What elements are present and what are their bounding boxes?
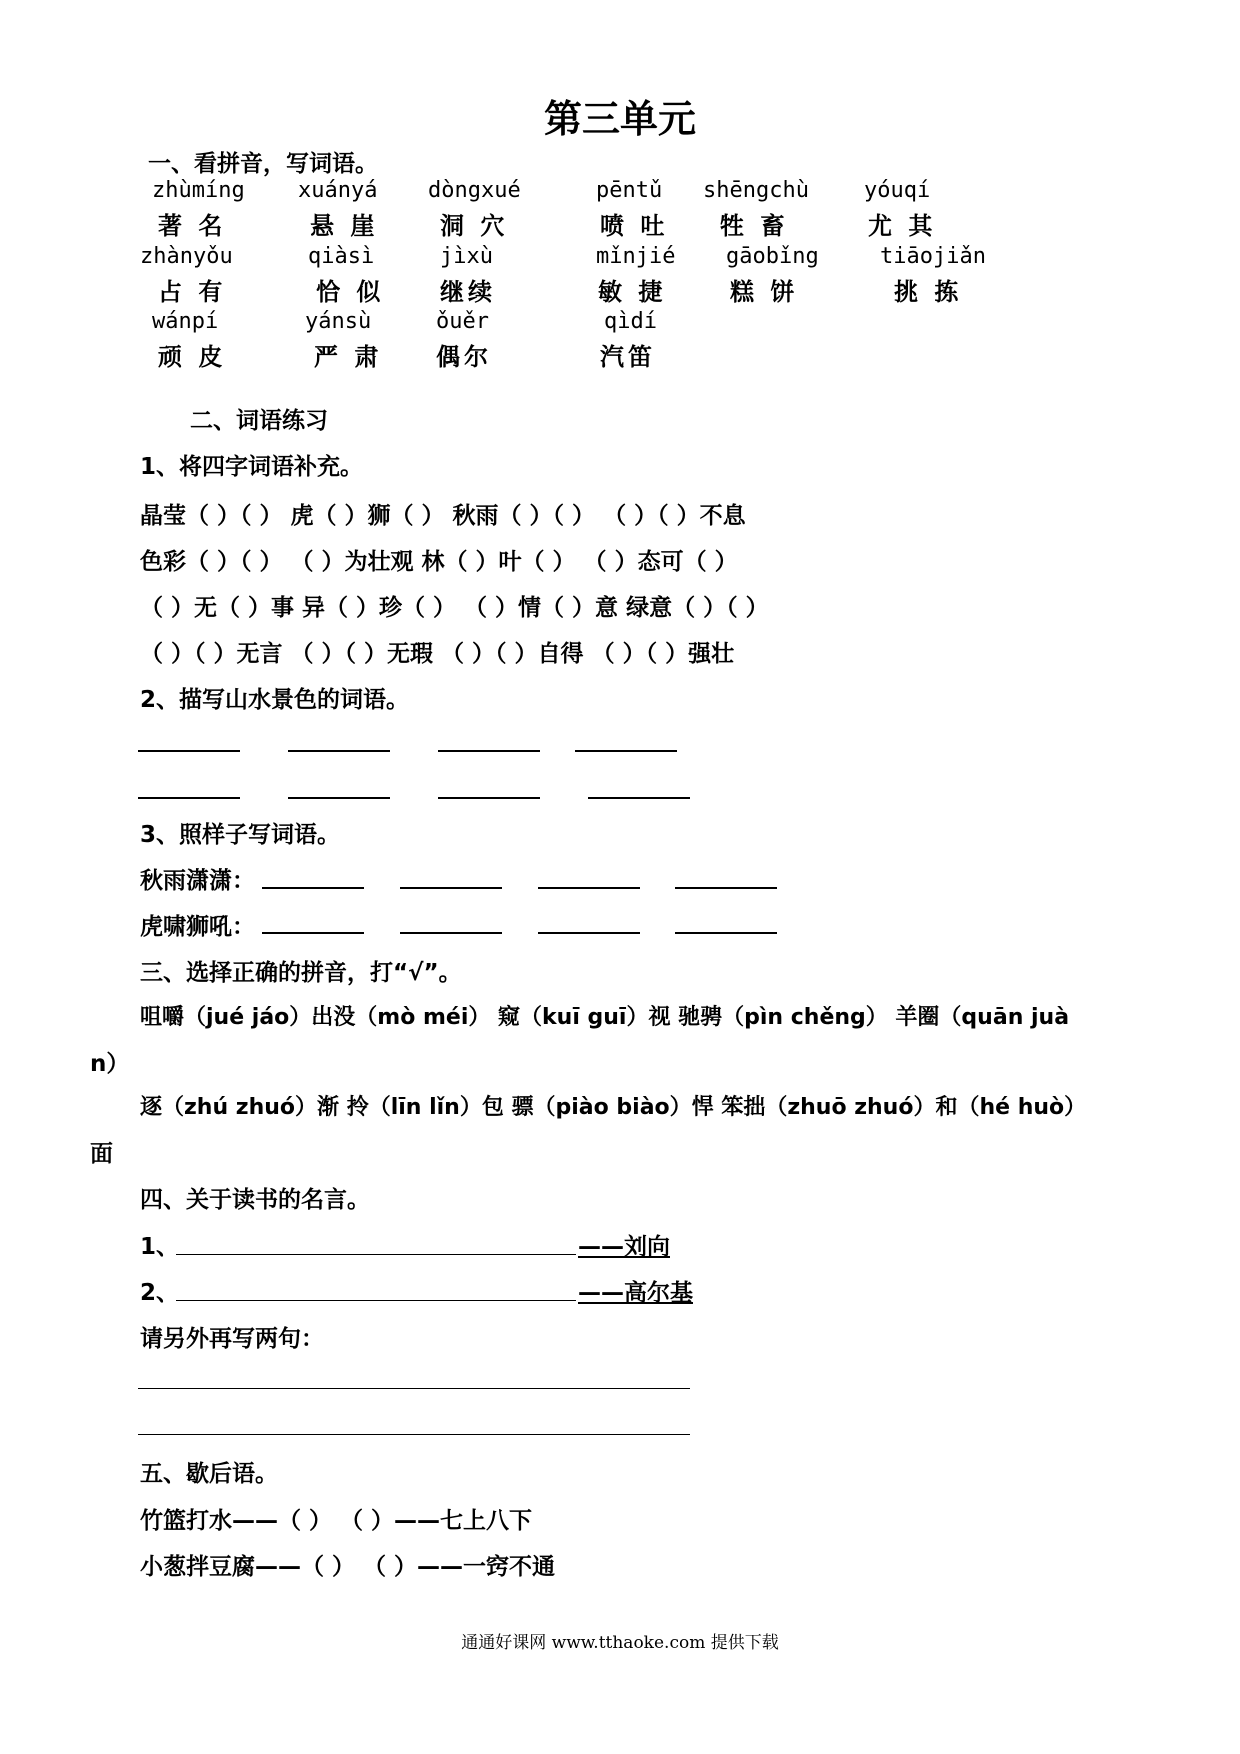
word-answer: 挑 拣 [894,278,963,306]
answer-blank[interactable] [538,932,640,934]
answer-blank[interactable] [288,797,390,799]
idiom-line-1: 晶莹（ ）（ ） 虎（ ）狮（ ） 秋雨（ ）（ ） （ ）（ ）不息 [140,503,746,529]
pinyin-label: yóuqí [864,178,931,203]
answer-blank[interactable] [675,887,777,889]
answer-blank[interactable] [438,750,540,752]
word-answer: 顽 皮 [158,343,227,371]
pinyin-choice-line-1: 咀嚼（jué jáo）出没（mò méi） 窥（kuī guī）视 驰骋（pìn chěng） 羊圈（quān juà [140,1005,1070,1030]
quote-author-2: ——高尔基 [578,1280,693,1306]
pinyin-label: zhànyǒu [140,244,233,269]
pinyin-label: dòngxué [428,178,521,203]
footer-credit: 通通好课网 www.tthaoke.com 提供下载 [461,1633,779,1653]
quote-num-2: 2、 [140,1280,180,1306]
idiom-line-4: （ ）（ ）无言 （ ）（ ）无瑕 （ ）（ ）自得 （ ）（ ）强壮 [140,641,735,667]
word-answer: 偶尔 [436,343,492,371]
answer-blank[interactable] [438,797,540,799]
example-1: 秋雨潇潇： [140,868,255,894]
pinyin-label: yánsù [305,309,372,334]
word-answer: 著 名 [158,212,227,240]
section1-heading: 一、看拼音，写词语。 [148,151,378,177]
pinyin-choice-line-2-wrap: 面 [90,1141,113,1167]
answer-blank[interactable] [400,887,502,889]
word-answer: 恰 似 [316,278,385,306]
pinyin-label: tiāojiǎn [880,244,986,269]
answer-blank[interactable] [400,932,502,934]
word-answer: 敏 捷 [598,278,667,306]
page-title: 第三单元 [543,97,696,141]
section2-q1-label: 1、将四字词语补充。 [140,454,364,480]
answer-blank[interactable] [288,750,390,752]
word-answer: 继续 [440,278,496,306]
answer-blank[interactable] [138,750,240,752]
pinyin-label: shēngchù [703,178,809,203]
pinyin-label: ǒuěr [436,309,489,334]
pinyin-label: jìxù [440,244,493,269]
xiehouyu-1: 竹篮打水——（ ） （ ）——七上八下 [140,1508,533,1534]
answer-blank[interactable] [575,750,677,752]
pinyin-label: wánpí [152,309,219,334]
pinyin-choice-line-2: 逐（zhú zhuó）渐 拎（līn lǐn）包 骠（piào biào）悍 笨拙（zhuō zhuó）和（hé huò） [140,1095,1087,1120]
word-answer: 悬 崖 [310,212,379,240]
pinyin-label: pēntǔ [596,178,663,203]
xiehouyu-2: 小葱拌豆腐——（ ） （ ）——一窍不通 [140,1554,556,1580]
pinyin-label: qìdí [604,309,657,334]
answer-blank[interactable] [138,797,240,799]
quote-num-1: 1、 [140,1234,180,1260]
pinyin-label: gāobǐng [726,244,819,269]
word-answer: 尤 其 [868,212,937,240]
section2-heading: 二、词语练习 [190,408,328,434]
word-answer: 占 有 [158,278,227,306]
word-answer: 喷 吐 [600,212,669,240]
word-answer: 汽笛 [600,343,656,371]
pinyin-label: zhùmíng [152,178,245,203]
extra-quote-blank[interactable] [138,1434,690,1435]
word-answer: 糕 饼 [730,278,799,306]
word-answer: 洞 穴 [440,212,509,240]
pinyin-label: xuányá [298,178,378,203]
quote-author-1: ——刘向 [578,1234,670,1260]
section4-heading: 四、关于读书的名言。 [140,1187,370,1213]
section5-heading: 五、歇后语。 [140,1461,278,1487]
answer-blank[interactable] [538,887,640,889]
idiom-line-2: 色彩（ ）（ ） （ ）为壮观 林（ ）叶（ ） （ ）态可（ ） [140,549,738,575]
section2-q2-label: 2、描写山水景色的词语。 [140,687,410,713]
answer-blank[interactable] [262,932,364,934]
example-2: 虎啸狮吼： [140,914,255,940]
answer-blank[interactable] [262,887,364,889]
word-answer: 严 肃 [314,343,383,371]
word-answer: 牲 畜 [720,212,789,240]
pinyin-choice-line-1-wrap: n） [90,1051,130,1077]
section2-q3-label: 3、照样子写词语。 [140,822,341,848]
section3-heading: 三、选择正确的拼音，打“√”。 [140,960,462,986]
quote-blank-2[interactable] [176,1300,576,1301]
extra-quotes-label: 请另外再写两句： [140,1326,324,1352]
idiom-line-3: （ ）无（ ）事 异（ ）珍（ ） （ ）情（ ）意 绿意（ ）（ ） [140,595,769,621]
pinyin-label: qiàsì [308,244,375,269]
extra-quote-blank[interactable] [138,1388,690,1389]
quote-blank-1[interactable] [176,1254,576,1255]
answer-blank[interactable] [675,932,777,934]
pinyin-label: mǐnjié [596,244,676,269]
answer-blank[interactable] [588,797,690,799]
